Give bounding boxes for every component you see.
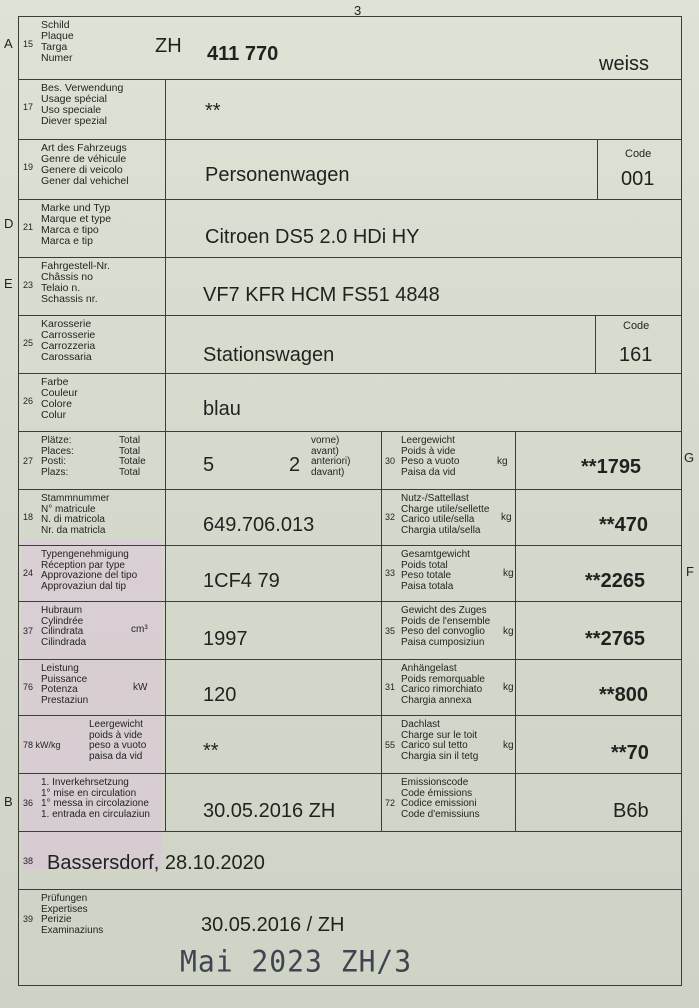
displacement: 1997 [203,628,248,650]
chassis-number: VF7 KFR HCM FS51 4848 [203,284,440,306]
empty-weight: **1795 [581,456,642,478]
train-weight: **2765 [585,628,646,650]
seats-front: 2 [289,454,301,476]
matricule-number: 649.706.013 [203,514,315,536]
body-value: Stationswagen [203,344,335,366]
section-letter-f: F [686,564,694,579]
special-use-value: ** [205,100,221,122]
first-registration: 30.05.2016 ZH [203,800,336,822]
row-chassis: 23 Fahrgestell-Nr. Châssis no Telaio n. Schassis nr. VF7 KFR HCM FS51 4848 [19,257,681,315]
emission-code: B6b [613,800,649,822]
body-code: 161 [619,344,653,366]
inspection-stamp: Mai 2023 ZH/3 [180,944,413,979]
type-approval: 1CF4 79 [203,570,280,592]
roof-load: **70 [611,742,649,764]
row-special-use: 17 Bes. Verwendung Usage spécial Uso speciale Diever spezial ** [19,79,681,139]
section-letter-e: E [4,276,13,291]
row-inspections: 39 Prüfungen Expertises Perizie Examinaziuns 30.05.2016 / ZH [19,889,681,985]
vehicle-type-value: Personenwagen [205,164,350,186]
plate-number: 411 770 [207,43,279,65]
section-letter-a: A [4,36,13,51]
row-type-approval-total: 24 Typengenehmigung Réception par type Approvazione del tipo Approvaziun dal tip 1CF4 79 33 Gesamtgewicht Poids total Peso totale Paisa totala kg **2265 [19,545,681,601]
row-plate: 15 Schild Plaque Targa Numer ZH 411 770 weiss [23,19,650,75]
payload: **470 [599,514,648,536]
place-date: Bassersdorf, 28.10.2020 [47,852,265,874]
row-vehicle-type: 19 Art des Fahrzeugs Genre de véhicule Genere di veicolo Gener dal vehichel Personenwagen Code 001 [19,139,681,199]
plate-labels: Schild Plaque Targa Numer [41,19,74,64]
color-value: blau [203,398,241,420]
inspection-date: 30.05.2016 / ZH [201,914,345,936]
plate-color: weiss [599,53,650,75]
seats-total: 5 [203,454,215,476]
row-power-trailer: 76 Leistung Puissance Potenza Prestaziun kW 120 31 Anhängelast Poids remorquable Carico rimorchiato Chargia annexa kg **800 [19,659,681,715]
row-make-model: 21 Marke und Typ Marque et type Marca e tipo Marca e tip Citroen DS5 2.0 HDi HY [19,199,681,257]
row-first-reg-emission: 36 1. Inverkehrsetzung 1° mise en circulation 1° messa in circolazione 1. entrada en circulaziun 30.05.2016 ZH 72 Emissionscode Code émissions Codice emissioni Code d'emissiuns B6b [19,773,681,831]
row-place-date: 38 Bassersdorf, 28.10.2020 [19,831,681,889]
row-ratio-roof: 78 kW/kg Leergewicht poids à vide peso a vuoto paisa da vid ** 55 Dachlast Charge sur le toit Carico sul tetto Chargia sin il tetg kg **70 [19,715,681,773]
registration-table [18,16,682,986]
row-body: 25 Karosserie Carrosserie Carrozzeria Carossaria Stationswagen Code 161 [19,315,681,373]
section-letter-d: D [4,216,14,231]
page-number: 3 [354,3,362,18]
section-letter-g: G [684,450,695,465]
trailer-load: **800 [599,684,648,706]
row-displacement-train: 37 Hubraum Cylindrée Cilindrata Cilindrada cm³ 1997 35 Gewicht des Zuges Poids de l'ensemble Peso del convoglio Paisa cumposiziun kg **2765 [19,601,681,659]
row-matricule-payload: 18 Stammnummer N° matricule N. di matricola Nr. da matricla 649.706.013 32 Nutz-/Sattellast Charge utile/sellette Carico utile/sella Chargia utila/sella kg **470 [19,489,681,545]
total-weight: **2265 [585,570,646,592]
power-weight-ratio: ** [203,740,219,762]
power: 120 [203,684,237,706]
plate-canton: ZH [155,35,182,57]
make-model-value: Citroen DS5 2.0 HDi HY [205,226,420,248]
section-letter-b: B [4,794,13,809]
row-color: 26 Farbe Couleur Colore Colur blau [19,373,681,431]
vehicle-type-code: 001 [621,168,655,190]
row-seats-weight: 27 Plätze: Places: Posti: Plazs: Total Total Totale Total 5 2 vorne) avant) anteriori) davant) 30 Leergewicht Poids à vide Peso a vuoto Paisa da vid kg **1795 [19,431,681,489]
